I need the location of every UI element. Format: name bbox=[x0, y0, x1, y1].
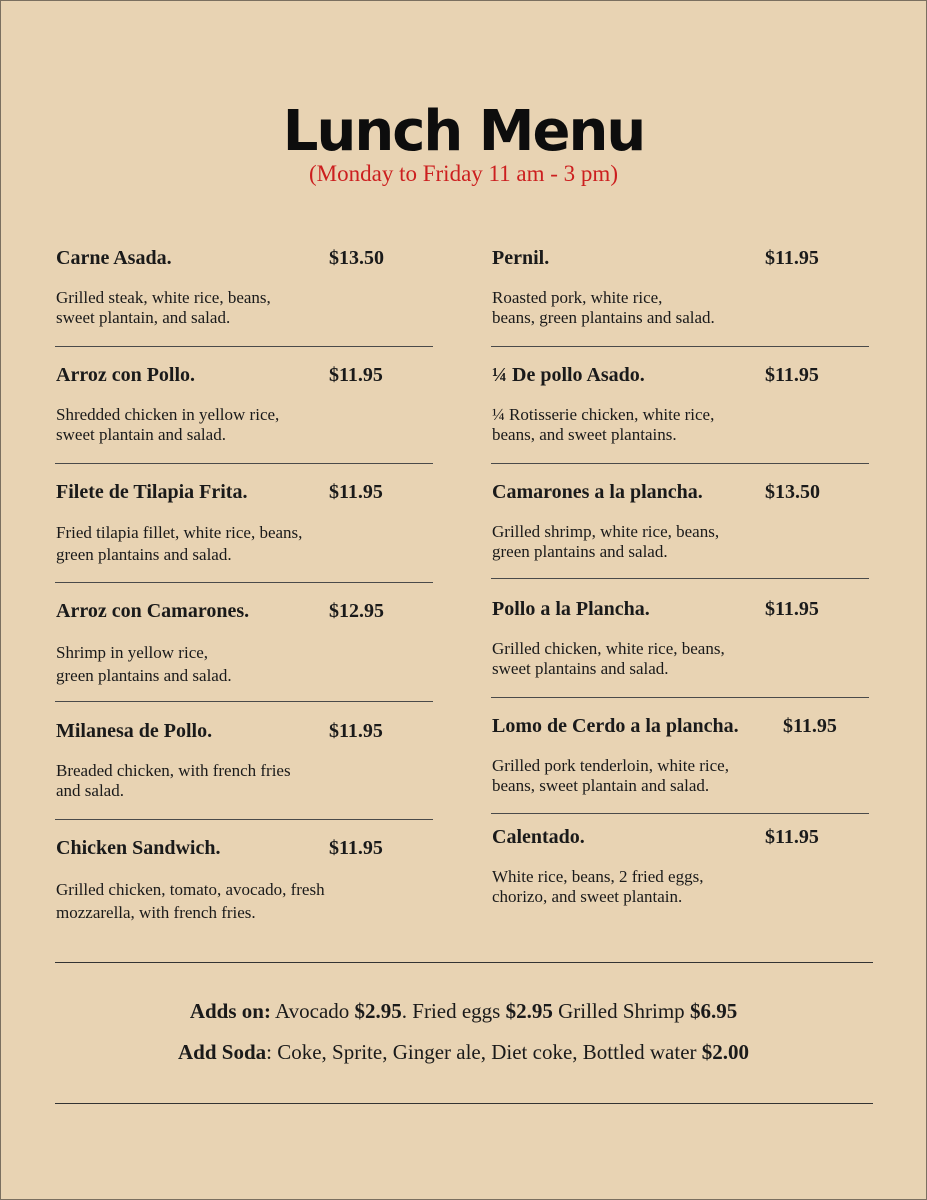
menu-item bbox=[491, 364, 871, 481]
divider bbox=[55, 346, 433, 347]
menu-item bbox=[491, 826, 871, 943]
item-price: $11.95 bbox=[765, 826, 819, 848]
item-description: Grilled steak, white rice, beans, sweet plantain, and salad. bbox=[56, 288, 271, 327]
item-name: Chicken Sandwich. bbox=[56, 837, 221, 859]
divider bbox=[491, 346, 869, 347]
item-description: Roasted pork, white rice, beans, green plantains and salad. bbox=[492, 288, 715, 327]
item-description: Shrimp in yellow rice, green plantains and salad. bbox=[56, 643, 232, 685]
menu-item bbox=[55, 364, 435, 481]
section-divider bbox=[55, 962, 873, 963]
divider bbox=[55, 819, 433, 820]
item-description: Breaded chicken, with french fries and salad. bbox=[56, 761, 291, 800]
menu-item bbox=[491, 481, 871, 598]
item-description: Grilled pork tenderloin, white rice, beans, sweet plantain and salad. bbox=[492, 756, 729, 795]
addon-shrimp-price: $6.95 bbox=[689, 999, 738, 1023]
soda-list: : Coke, Sprite, Ginger ale, Diet coke, Bottled water bbox=[266, 1040, 702, 1064]
divider bbox=[55, 701, 433, 702]
menu-item bbox=[491, 715, 871, 832]
item-name: Lomo de Cerdo a la plancha. bbox=[492, 715, 739, 737]
soda-line bbox=[1, 1040, 926, 1065]
item-name: Arroz con Pollo. bbox=[56, 364, 196, 386]
soda-label: Add Soda bbox=[177, 1040, 267, 1064]
right-menu-column bbox=[491, 247, 871, 943]
item-price: $11.95 bbox=[765, 364, 819, 386]
addon-eggs-price: $2.95 bbox=[505, 999, 553, 1023]
divider bbox=[491, 578, 869, 579]
item-price: $11.95 bbox=[783, 715, 837, 737]
left-menu-column bbox=[55, 247, 435, 954]
divider bbox=[55, 463, 433, 464]
addons-line bbox=[1, 999, 926, 1024]
item-description: Grilled shrimp, white rice, beans, green plantains and salad. bbox=[492, 522, 720, 561]
item-description: ¼ Rotisserie chicken, white rice, beans, and sweet plantains. bbox=[492, 405, 715, 444]
addon-shrimp: Grilled Shrimp bbox=[552, 999, 690, 1023]
bottom-divider bbox=[55, 1103, 873, 1104]
item-description: Grilled chicken, tomato, avocado, fresh mozzarella, with french fries. bbox=[56, 880, 325, 922]
menu-item bbox=[55, 600, 435, 720]
divider bbox=[55, 582, 433, 583]
divider bbox=[491, 813, 869, 814]
item-description: Fried tilapia fillet, white rice, beans, green plantains and salad. bbox=[56, 523, 303, 564]
item-description: Shredded chicken in yellow rice, sweet plantain and salad. bbox=[56, 405, 280, 444]
item-price: $11.95 bbox=[765, 598, 819, 620]
item-name: Camarones a la plancha. bbox=[492, 481, 703, 503]
item-name: ¼ De pollo Asado. bbox=[492, 364, 645, 386]
menu-item bbox=[55, 481, 435, 600]
item-name: Calentado. bbox=[492, 826, 585, 848]
menu-item bbox=[55, 247, 435, 364]
menu-item bbox=[491, 598, 871, 715]
item-description: Grilled chicken, white rice, beans, sweet plantains and salad. bbox=[492, 639, 725, 678]
hours-subtitle: (Monday to Friday 11 am - 3 pm) bbox=[309, 161, 618, 186]
item-name: Filete de Tilapia Frita. bbox=[56, 481, 248, 503]
item-name: Arroz con Camarones. bbox=[56, 600, 250, 622]
addon-avocado-price: $2.95 bbox=[354, 999, 402, 1023]
item-price: $12.95 bbox=[329, 600, 384, 622]
item-price: $13.50 bbox=[329, 247, 384, 269]
item-price: $11.95 bbox=[329, 837, 383, 859]
item-name: Carne Asada. bbox=[56, 247, 172, 269]
menu-item bbox=[55, 837, 435, 954]
item-name: Pollo a la Plancha. bbox=[492, 598, 650, 620]
item-name: Milanesa de Pollo. bbox=[56, 720, 213, 742]
item-description: White rice, beans, 2 fried eggs, chorizo, and sweet plantain. bbox=[492, 867, 704, 906]
divider bbox=[491, 697, 869, 698]
menu-item bbox=[491, 247, 871, 364]
item-price: $11.95 bbox=[329, 481, 383, 503]
page-title: Lunch Menu bbox=[282, 99, 645, 164]
item-price: $11.95 bbox=[329, 364, 383, 386]
item-price: $11.95 bbox=[329, 720, 383, 742]
item-name: Pernil. bbox=[492, 247, 550, 269]
addon-eggs: . Fried eggs bbox=[401, 999, 506, 1023]
soda-price: $2.00 bbox=[701, 1040, 750, 1064]
divider bbox=[491, 463, 869, 464]
addon-avocado: Avocado bbox=[270, 999, 355, 1023]
item-price: $13.50 bbox=[765, 481, 820, 503]
addons-label: Adds on: bbox=[189, 999, 271, 1023]
item-price: $11.95 bbox=[765, 247, 819, 269]
menu-item bbox=[55, 720, 435, 837]
